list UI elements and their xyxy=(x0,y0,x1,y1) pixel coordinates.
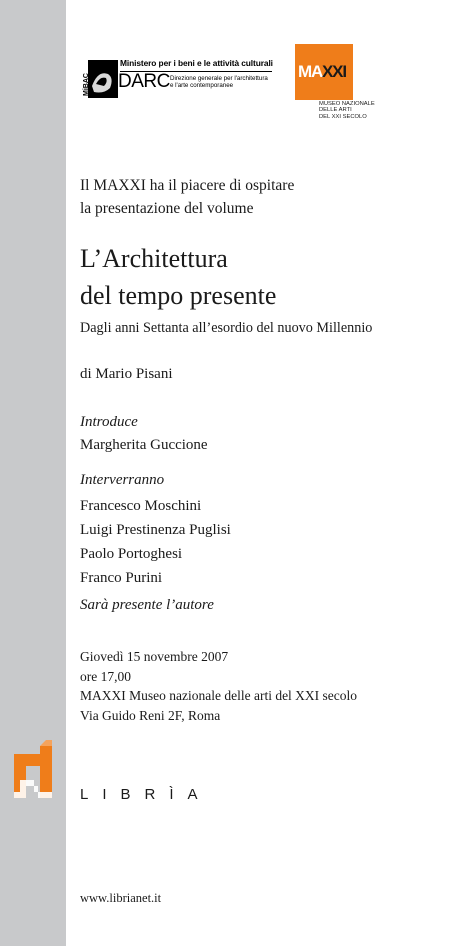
ministry-title: Ministero per i beni e le attività culturali xyxy=(120,58,273,68)
event-details xyxy=(80,647,357,725)
publisher-website[interactable]: www.librianet.it xyxy=(80,891,162,905)
maxxi-word-prefix: MA xyxy=(298,62,323,81)
maxxi-caption-line: DELLE ARTI xyxy=(319,107,352,114)
event-date: Giovedì 15 novembre 2007 xyxy=(80,649,229,664)
darc-subtitle-line: Direzione generale per l'architettura xyxy=(170,75,268,82)
book-author: di Mario Pisani xyxy=(80,366,173,382)
introducer-name: Margherita Guccione xyxy=(80,437,208,453)
darc-acronym: DARC xyxy=(118,71,170,92)
author-presence-note: Sarà presente l’autore xyxy=(80,597,214,613)
speaker-name: Paolo Portoghesi xyxy=(80,546,183,562)
speakers-list xyxy=(80,494,231,590)
side-band xyxy=(0,0,66,946)
maxxi-word-suffix: XXI xyxy=(322,62,346,81)
introduce-label: Introduce xyxy=(80,414,138,430)
libria-logo-icon xyxy=(14,740,52,798)
event-address: Via Guido Reni 2F, Roma xyxy=(80,707,221,723)
darc-subtitle xyxy=(170,75,268,89)
event-venue: MAXXI Museo nazionale delle arti del XXI secolo xyxy=(80,688,358,703)
ministry-seal-icon xyxy=(80,56,118,100)
invitation-intro xyxy=(80,174,294,220)
publisher-name: LIBRÌA xyxy=(80,786,212,803)
maxxi-caption-line: MUSEO NAZIONALE xyxy=(319,101,375,107)
ministry-seal-text: MiBAC xyxy=(83,73,90,96)
ministry-logo xyxy=(80,56,280,102)
intro-line: Il MAXXI ha il piacere di ospitare xyxy=(80,177,295,194)
maxxi-caption-line: DEL XXI SECOLO xyxy=(319,113,367,120)
maxxi-logo-caption xyxy=(319,101,409,120)
maxxi-logo-word xyxy=(298,62,346,82)
speakers-label: Interverranno xyxy=(80,472,165,488)
speaker-name: Luigi Prestinenza Puglisi xyxy=(80,522,231,538)
book-title-line: del tempo presente xyxy=(80,281,277,310)
speaker-name: Franco Purini xyxy=(80,570,163,586)
intro-line: la presentazione del volume xyxy=(80,200,254,217)
darc-subtitle-line: e l'arte contemporanee xyxy=(170,82,234,89)
book-subtitle: Dagli anni Settanta all’esordio del nuovo Millennio xyxy=(80,320,373,336)
event-time: ore 17,00 xyxy=(80,668,131,684)
book-title-line: L’Architettura xyxy=(80,244,228,273)
book-title xyxy=(80,240,276,314)
speaker-name: Francesco Moschini xyxy=(80,498,202,514)
